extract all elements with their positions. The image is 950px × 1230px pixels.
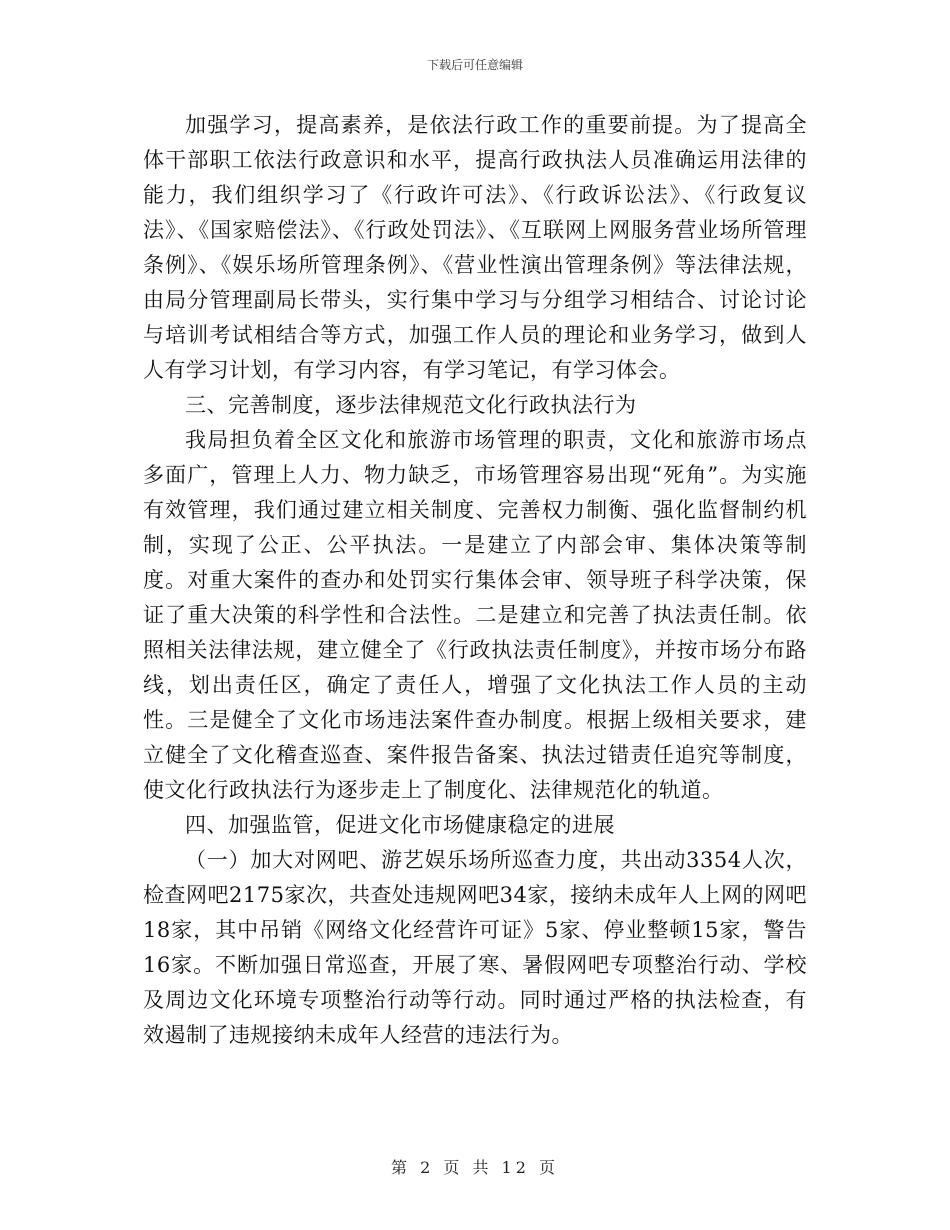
page-number: 第 2 页 共 12 页 [391, 1158, 559, 1177]
section-heading-3: 三、完善制度，逐步法律规范文化行政执法行为 [185, 393, 637, 417]
header-note: 下载后可任意编辑 [426, 58, 523, 72]
section-heading-4: 四、加强监管，促进文化市场健康稳定的进展 [185, 813, 615, 837]
paragraph-study: 加强学习，提高素养，是依法行政工作的重要前提。为了提高全体干部职工依法行政意识和水平，提高行政执法人员准确运用法律的能力，我们组织学习了《行政许可法》、《行政诉讼法》、《行政复议法》、《国家赔偿法》、《行政处罚法》、《互联网上网服务营业场所管理条例》、《娱乐场所管理条例》、《营业性演出管理条例》等法律法规，由局分管理副局长带头，实行集中学习与分组学习相结合、讨论讨论与培训考试相结合等方式，加强工作人员的理论和业务学习，做到人人有学习计划，有学习内容，有学习笔记，有学习体会。 [143, 113, 807, 382]
paragraph-system: 我局担负着全区文化和旅游市场管理的职责，文化和旅游市场点多面广，管理上人力、物力缺乏，市场管理容易出现“死角”。为实施有效管理，我们通过建立相关制度、完善权力制衡、强化监督制约机制，实现了公正、公平执法。一是建立了内部会审、集体决策等制度。对重大案件的查办和处罚实行集体会审、领导班子科学决策，保证了重大决策的科学性和合法性。二是建立和完善了执法责任制。依照相关法律法规，建立健全了《行政执法责任制度》，并按市场分布路线，划出责任区，确定了责任人，增强了文化执法工作人员的主动性。三是健全了文化市场违法案件查办制度。根据上级相关要求，建立健全了文化稽查巡查、案件报告备案、执法过错责任追究等制度，使文化行政执法行为逐步走上了制度化、法律规范化的轨道。 [143, 428, 807, 802]
paragraph-inspection: （一）加大对网吧、游艺娱乐场所巡查力度，共出动3354人次，检查网吧2175家次，共查处违规网吧34家，接纳未成年人上网的网吧18家，其中吊销《网络文化经营许可证》5家、停业整顿15家，警告16家。不断加强日常巡查，开展了寒、暑假网吧专项整治行动、学校及周边文化环境专项整治行动等行动。同时通过严格的执法检查，有效遏制了违规接纳未成年人经营的违法行为。 [143, 848, 807, 1047]
document-body [143, 108, 807, 1053]
